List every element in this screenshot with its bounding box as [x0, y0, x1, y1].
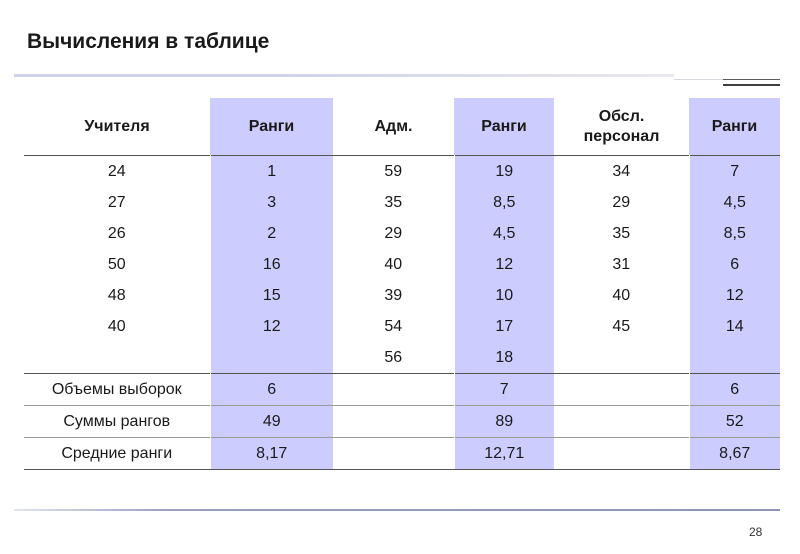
page-number: 28 — [749, 525, 763, 539]
table-cell: 39 — [384, 287, 403, 304]
summary-label: Суммы рангов — [24, 406, 210, 438]
table-row — [24, 156, 780, 188]
rank-cell: 17 — [454, 311, 554, 342]
table-cell: 56 — [384, 349, 403, 366]
table-cell: 29 — [384, 225, 403, 242]
header-ranks: Ранги — [454, 98, 554, 156]
table-cell — [24, 342, 210, 374]
table-cell: 45 — [612, 318, 631, 335]
summary-row-rank-sums — [24, 406, 780, 438]
summary-value: 49 — [210, 406, 333, 438]
table-row — [24, 249, 780, 280]
table-cell: 26 — [107, 225, 126, 242]
table-row — [24, 342, 780, 374]
summary-row-sample-size — [24, 374, 780, 406]
summary-value — [333, 374, 454, 406]
summary-value — [333, 438, 454, 470]
page-title: Вычисления в таблице — [27, 30, 270, 53]
rank-cell: 14 — [689, 311, 780, 342]
table-cell: 40 — [107, 318, 126, 335]
table-cell: 40 — [384, 256, 403, 273]
rank-cell: 12 — [210, 311, 333, 342]
header-teachers: Учителя — [84, 117, 150, 135]
rank-cell: 4,5 — [454, 218, 554, 249]
table-cell: 48 — [107, 287, 126, 304]
rank-cell: 4,5 — [689, 187, 780, 218]
summary-row-mean-ranks — [24, 438, 780, 470]
table-cell: 27 — [107, 194, 126, 211]
rank-cell: 15 — [210, 280, 333, 311]
table-cell — [554, 342, 689, 374]
header-staff: Обсл. персонал — [583, 107, 660, 145]
summary-value: 89 — [454, 406, 554, 438]
table-cell: 50 — [107, 256, 126, 273]
table-row — [24, 218, 780, 249]
rank-cell: 8,5 — [454, 187, 554, 218]
summary-value: 52 — [689, 406, 780, 438]
table-row — [24, 311, 780, 342]
summary-value: 8,67 — [689, 438, 780, 470]
rank-cell: 10 — [454, 280, 554, 311]
summary-value — [554, 374, 689, 406]
table-header-row — [24, 98, 780, 156]
header-ranks: Ранги — [210, 98, 333, 156]
summary-value: 8,17 — [210, 438, 333, 470]
summary-value: 6 — [689, 374, 780, 406]
rank-cell: 1 — [210, 156, 333, 188]
rank-cell: 12 — [689, 280, 780, 311]
table-cell: 40 — [612, 287, 631, 304]
title-divider-accent — [723, 79, 780, 86]
rank-cell: 3 — [210, 187, 333, 218]
table-cell: 29 — [612, 194, 631, 211]
rank-cell: 8,5 — [689, 218, 780, 249]
rank-cell: 6 — [689, 249, 780, 280]
table-cell: 34 — [612, 163, 631, 180]
summary-value — [333, 406, 454, 438]
header-admin: Адм. — [374, 117, 413, 135]
table-cell: 35 — [384, 194, 403, 211]
summary-value — [554, 438, 689, 470]
rank-cell: 7 — [689, 156, 780, 188]
table-cell: 54 — [384, 318, 403, 335]
table-cell: 24 — [107, 163, 126, 180]
summary-label: Средние ранги — [24, 438, 210, 470]
summary-value: 12,71 — [454, 438, 554, 470]
table-cell: 59 — [384, 163, 403, 180]
rank-cell: 16 — [210, 249, 333, 280]
rank-cell — [210, 342, 333, 374]
rank-cell: 12 — [454, 249, 554, 280]
footer-divider — [14, 509, 780, 511]
summary-value: 6 — [210, 374, 333, 406]
ranks-table — [24, 98, 780, 470]
table-cell: 31 — [612, 256, 631, 273]
summary-label: Объемы выборок — [24, 374, 210, 406]
rank-cell — [689, 342, 780, 374]
table-row — [24, 187, 780, 218]
summary-value — [554, 406, 689, 438]
header-ranks: Ранги — [689, 98, 780, 156]
title-divider-thin — [674, 79, 724, 80]
rank-cell: 19 — [454, 156, 554, 188]
rank-cell: 18 — [454, 342, 554, 374]
title-divider — [14, 74, 674, 77]
table-row — [24, 280, 780, 311]
summary-value: 7 — [454, 374, 554, 406]
table-cell: 35 — [612, 225, 631, 242]
rank-cell: 2 — [210, 218, 333, 249]
